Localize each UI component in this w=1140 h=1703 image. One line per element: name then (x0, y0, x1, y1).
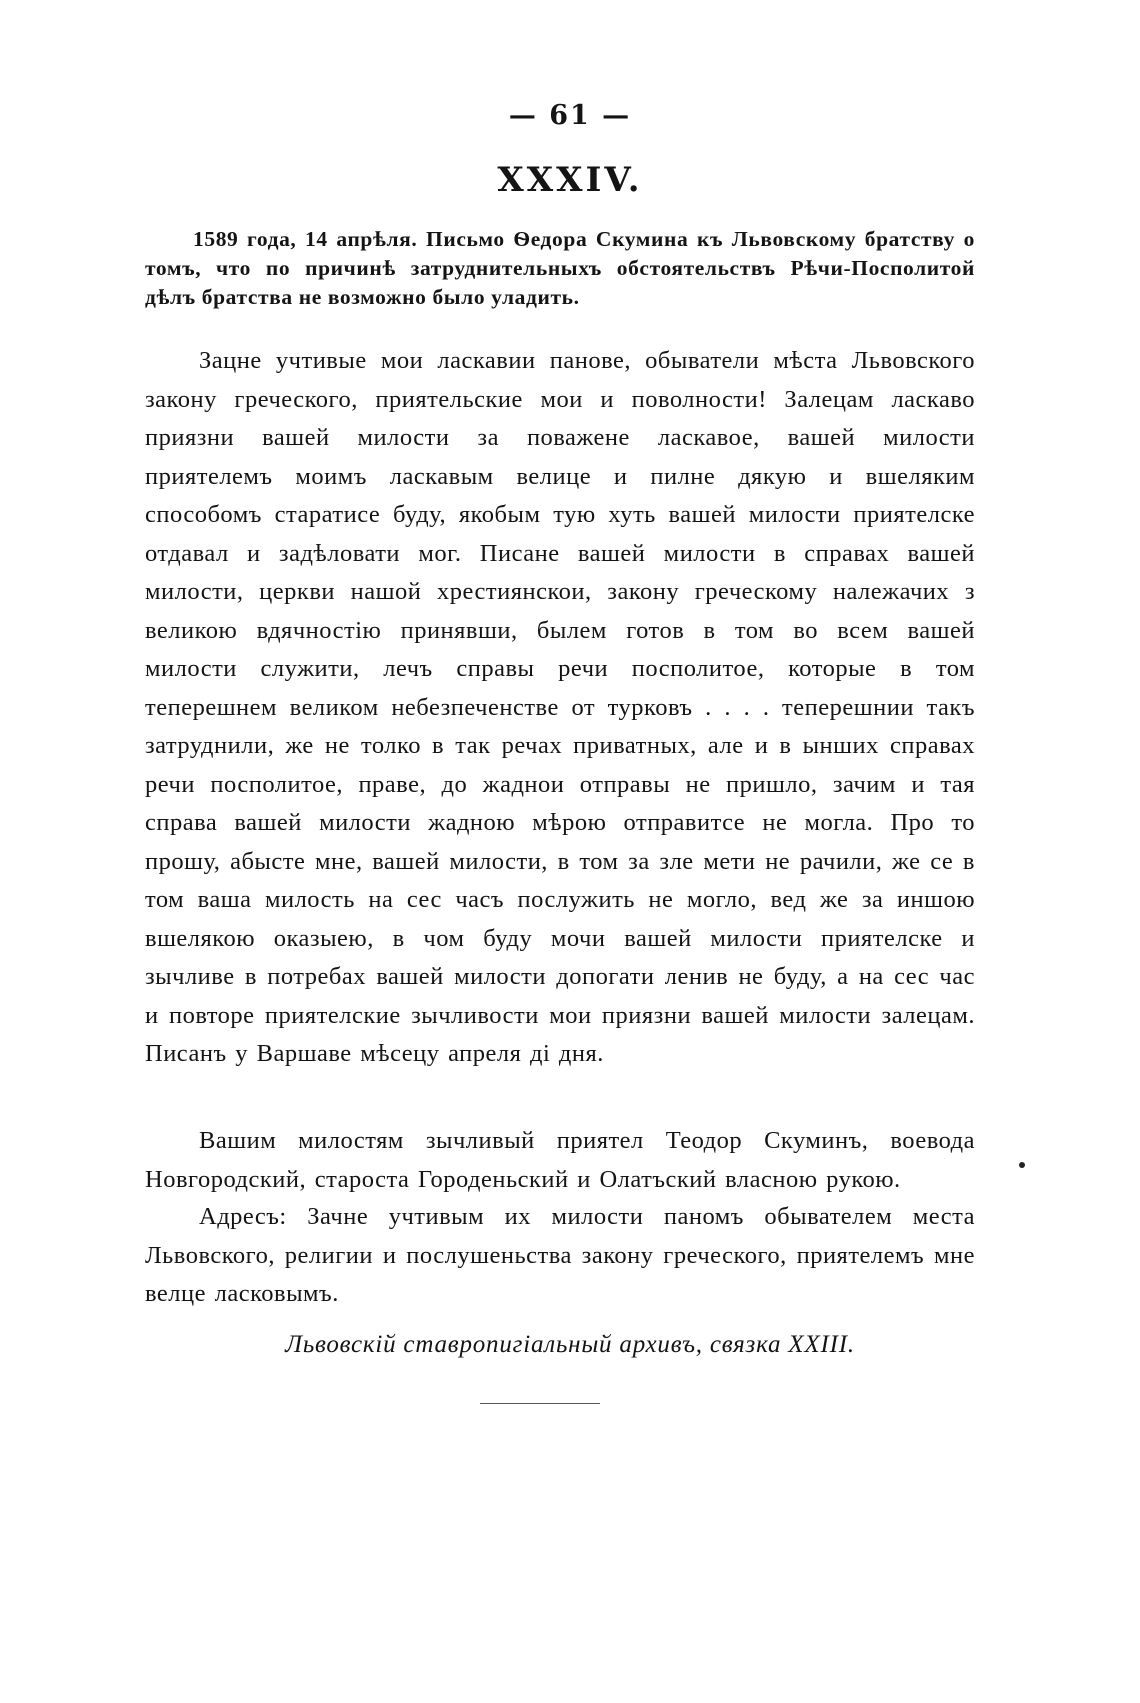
letter-text: Зацне учтивые мои ласкавии панове, обыватели мѣста Львовского закону греческого, приятельские мои и поволности! Залецам ласкаво приязни вашей милости за поважене ласкавое, вашей милости приятелемъ моимъ ласкавым велице и пилне дякую и вшеляким способомъ старатисе буду, якобым тую хуть вашей милости приятелске отдавал и задѣловати мог. Писане вашей милости в справах вашей милости, церкви нашой хрестиянскои, закону греческому належачих з великою вдячностію принявши, былем готов в том во всем вашей милости служити, лечъ справы речи посполитое, которые в том теперешнем великом небезпеченстве от турковъ . . . . теперешнии такъ затруднили, же не толко в так речах приватных, але и в ынших справах речи посполитое, праве, до жаднои отправы не пришло, зачим и тая справа вашей милости жадною мѣрою отправитсе не могла. Про то прошу, абысте мне, вашей милости, в том за зле мети не рачили, же се в том ваша милость на сес часъ послужить не могло, вед же за иншою вшелякою оказыею, в чом буду мочи вашей милости приятелске и зычливе в потребах вашей милости допогати ленив не буду, а на сес час и повторе приятелские зычливости мои приязни вашей милости залецам. Писанъ у Варшаве мѣсецу апреля ді дня. (145, 347, 975, 1067)
end-rule (480, 1403, 600, 1404)
archive-source: Львовскій ставропигіальный архивъ, связка XXIII. (285, 1331, 855, 1358)
print-speck (1019, 1162, 1025, 1168)
document-heading: XXXIV. (497, 160, 643, 200)
letter-signature: Вашим милостям зычливый приятел Теодор Скуминъ, воевода Новгородский, староста Городеньский и Олатъский власною рукою. (145, 1127, 975, 1193)
page-number: — 61 — (508, 100, 632, 131)
document-summary: 1589 года, 14 апрѣля. Письмо Ѳедора Скумина къ Львовскому братству о томъ, что по причинѣ затруднительныхъ обстоятельствъ Рѣчи-Посполитой дѣлъ братства не возможно было уладить. (145, 227, 975, 309)
letter-address: Адресъ: Зачне учтивым их милости паномъ обывателем места Львовского, религии и послушеньства закону греческого, приятелемъ мне велце ласковымъ. (145, 1203, 975, 1307)
